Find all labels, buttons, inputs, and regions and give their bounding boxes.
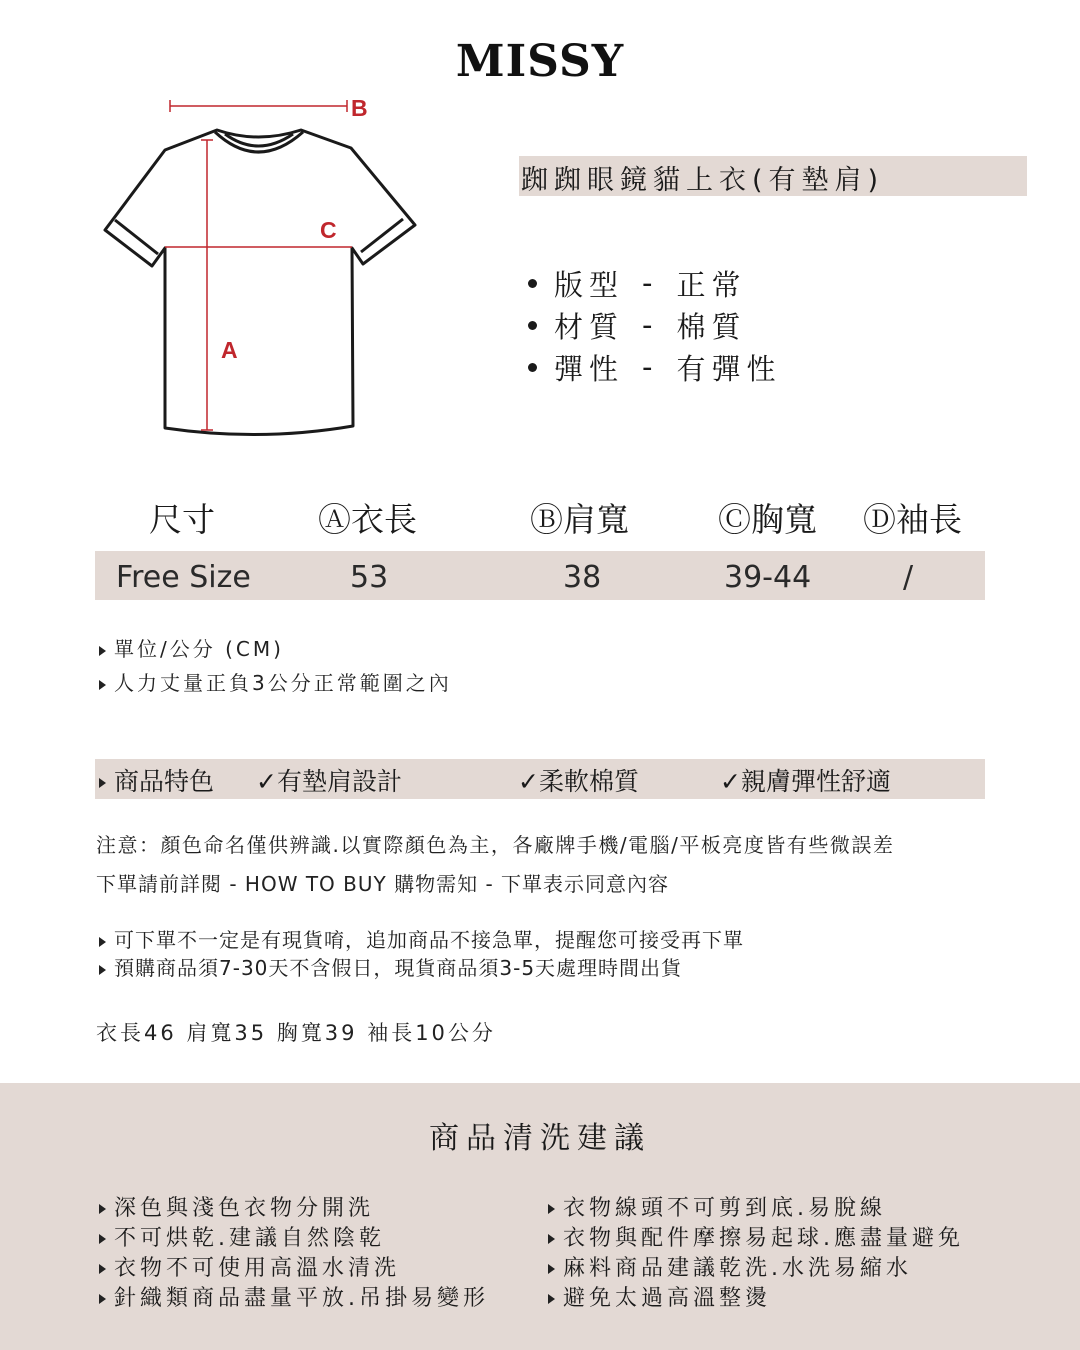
triangle-bullet-icon [548,1204,555,1214]
triangle-bullet-icon [548,1294,555,1304]
order-note: 預購商品須7-30天不含假日，現貨商品須3-5天處理時間出貨 [99,952,682,981]
triangle-bullet-icon [99,1264,106,1274]
triangle-bullet-icon [99,1204,106,1214]
wash-item: 衣物不可使用高溫水清洗 [99,1251,489,1281]
wash-item: 衣物線頭不可剪到底.易脫線 [548,1191,964,1221]
size-header-shoulder: Ⓑ肩寬 [530,500,629,539]
unit-note: 人力丈量正負3公分正常範圍之內 [99,667,452,696]
feature-key: 彈性 [554,351,625,386]
feature-sep: - [642,266,659,300]
size-header-length: Ⓐ衣長 [318,500,417,539]
brand-title: MISSY [455,36,625,87]
wash-item: 避免太過高溫整燙 [548,1281,964,1311]
triangle-bullet-icon [99,646,106,656]
triangle-bullet-icon [99,965,106,975]
notice-line-1: 注意：顏色命名僅供辨識.以實際顏色為主，各廠牌手機/電腦/平板亮度皆有些微誤差 [96,833,895,857]
tshirt-measurement-diagram [95,92,425,442]
feature-item [528,262,782,304]
measure-a-label: A [221,337,238,363]
feature-sep: - [642,350,659,384]
feature-value: 有彈性 [676,351,782,386]
triangle-bullet-icon [99,937,106,947]
wash-item: 麻料商品建議乾洗.水洗易縮水 [548,1251,964,1281]
feature-key: 材質 [554,309,625,344]
wash-item: 深色與淺色衣物分開洗 [99,1191,489,1221]
size-header-sleeve: Ⓓ袖長 [863,500,962,539]
bullet-icon [528,279,537,288]
wash-list-left [99,1191,489,1311]
size-value-length: 53 [350,560,389,595]
product-title: 踟踟眼鏡貓上衣(有墊肩) [521,165,885,196]
highlight-item: ✓有墊肩設計 [256,767,402,796]
triangle-bullet-icon [548,1234,555,1244]
order-note: 可下單不一定是有現貨唷，追加商品不接急單，提醒您可接受再下單 [99,924,744,953]
highlight-item: ✓親膚彈性舒適 [720,767,891,796]
wash-list-right [548,1191,964,1311]
triangle-bullet-icon [99,1234,106,1244]
feature-item [528,304,782,346]
size-header-size: 尺寸 [149,500,215,539]
bullet-icon [528,321,537,330]
size-header-chest: Ⓒ胸寬 [718,500,817,539]
wash-item: 衣物與配件摩擦易起球.應盡量避免 [548,1221,964,1251]
feature-value: 正常 [676,267,747,302]
notice-line-2: 下單請前詳閱 - HOW TO BUY 購物需知 - 下單表示同意內容 [96,872,670,896]
feature-item [528,346,782,388]
tshirt-outline-icon [105,130,415,435]
size-value-chest: 39-44 [724,560,812,595]
triangle-bullet-icon [99,680,106,690]
measure-c-label: C [320,217,337,243]
feature-value: 棉質 [676,309,747,344]
feature-key: 版型 [554,267,625,302]
size-value-sleeve: / [903,560,914,595]
bullet-icon [528,363,537,372]
wash-item: 針織類商品盡量平放.吊掛易變形 [99,1281,489,1311]
highlights-label: 商品特色 [99,762,214,798]
wash-title: 商品清洗建議 [429,1121,651,1156]
unit-note: 單位/公分 (CM) [99,633,284,662]
highlight-item: ✓柔軟棉質 [518,767,639,796]
size-value-size: Free Size [116,560,251,595]
size-value-shoulder: 38 [563,560,602,595]
wash-item: 不可烘乾.建議自然陰乾 [99,1221,489,1251]
triangle-bullet-icon [99,778,106,788]
triangle-bullet-icon [548,1264,555,1274]
measure-b-label: B [351,95,368,121]
product-feature-list [528,262,782,388]
extra-size-text: 衣長46 肩寬35 胸寬39 袖長10公分 [96,1021,496,1045]
feature-sep: - [642,308,659,342]
triangle-bullet-icon [99,1294,106,1304]
